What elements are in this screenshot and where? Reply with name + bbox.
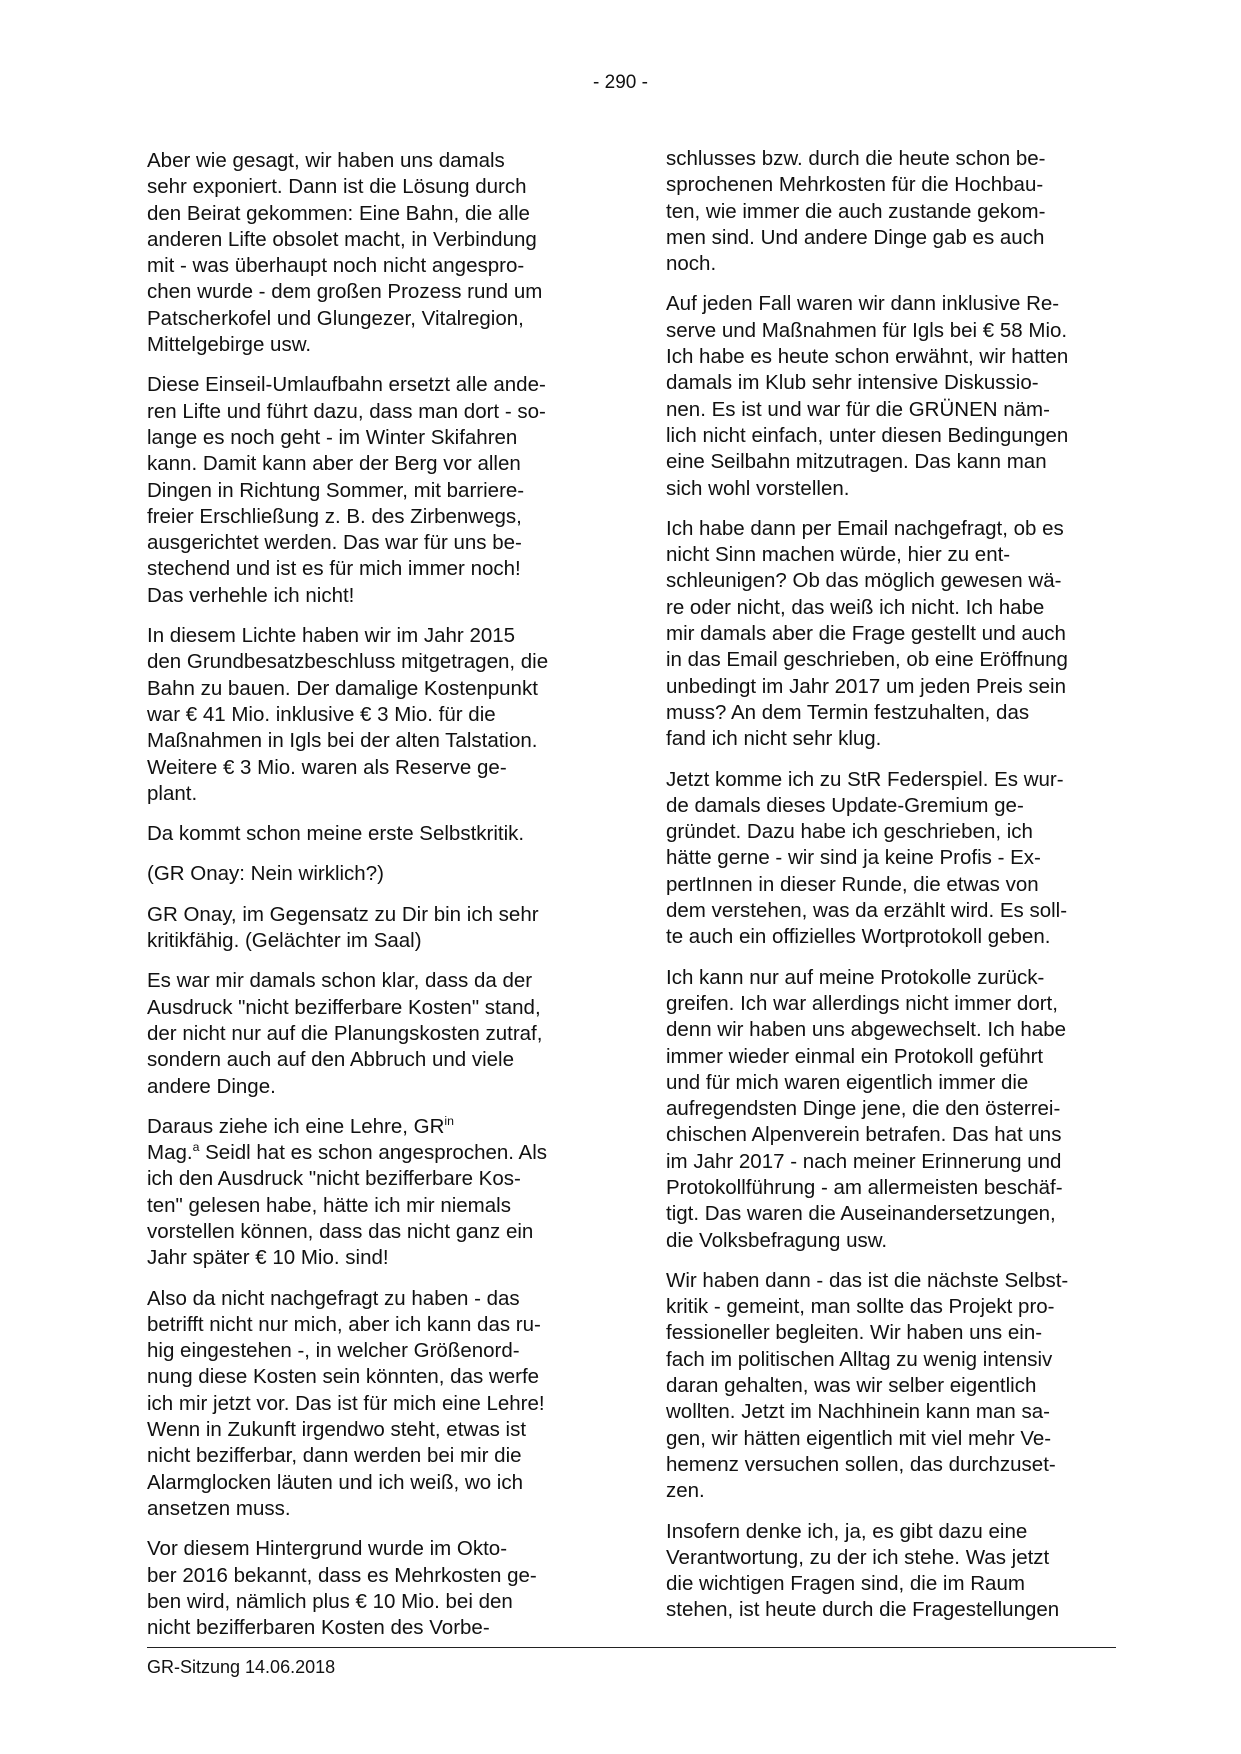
- paragraph: Vor diesem Hintergrund wurde im Okto- ber 2016 bekannt, dass es Mehrkosten ge- ben wird, nämlich plus € 10 Mio. bei den nicht bezifferbaren Kosten des Vorbe-: [147, 1537, 537, 1640]
- title-superscript: a: [192, 1140, 200, 1155]
- paragraph: Da kommt schon meine erste Selbstkritik.: [147, 822, 525, 846]
- paragraph: Ich habe dann per Email nachgefragt, ob es nicht Sinn machen würde, hier zu ent- schleunigen? Ob das möglich gewesen wä- re oder nicht, das weiß ich nicht. Ich habe mir damals aber die Frage gestellt und auch in das Email geschrieben, ob eine Eröffnung unbedingt im Jahr 2017 um jeden Preis sein muss? An dem Termin festzuhalten, das fand ich nicht sehr klug.: [666, 516, 1068, 751]
- paragraph: Jetzt komme ich zu StR Federspiel. Es wur- de damals dieses Update-Gremium ge- gründet. Dazu habe ich geschrieben, ich hätte gerne - wir sind ja keine Profis - Ex- pertInnen in dieser Runde, die etwas von dem verstehen, was da erzählt wird. Es soll- te auch ein offizielles Wortprotokoll geben.: [666, 767, 1068, 949]
- page-number: - 290 -: [593, 72, 648, 93]
- right-column: [666, 146, 1116, 1638]
- title-superscript: in: [444, 1113, 454, 1128]
- paragraph: Insofern denke ich, ja, es gibt dazu eine Verantwortung, zu der ich stehe. Was jetzt die wichtigen Fragen sind, die im Raum stehen, ist heute durch die Fragestellungen: [666, 1519, 1060, 1622]
- paragraph: Diese Einseil-Umlaufbahn ersetzt alle ande- ren Lifte und führt dazu, dass man dort - so- lange es noch geht - im Winter Skifahren kann. Damit kann aber der Berg vor allen Dingen in Richtung Sommer, mit barriere- freier Erschließung z. B. des Zirbenwegs, ausgerichtet werden. Das war für uns be- stechend und ist es für mich immer noch! Das verhehle ich nicht!: [147, 373, 546, 607]
- paragraph: schlusses bzw. durch die heute schon be- sprochenen Mehrkosten für die Hochbau- ten, wie immer die auch zustande gekom- men sind. Und andere Dinge gab es auch noch.: [666, 147, 1046, 276]
- paragraph-with-titles: [147, 1114, 597, 1272]
- paragraph: In diesem Lichte haben wir im Jahr 2015 den Grundbesatzbeschluss mitgetragen, die Bahn zu bauen. Der damalige Kostenpunkt war € 41 Mio. inklusive € 3 Mio. für die Maßnahmen in Igls bei der alten Talstation. Weitere € 3 Mio. waren als Reserve ge- plant.: [147, 624, 549, 805]
- text-run: Seidl hat es schon angesprochen. Als ich den Ausdruck "nicht bezifferbare Kos- ten" gelesen habe, hätte ich mir niemals vorstellen können, dass das nicht ganz ein Jahr später € 10 Mio. sind!: [147, 1141, 548, 1270]
- paragraph: (GR Onay: Nein wirklich?): [147, 862, 384, 886]
- left-column: [147, 148, 597, 1655]
- paragraph: Auf jeden Fall waren wir dann inklusive Re- serve und Maßnahmen für Igls bei € 58 Mio. Ich habe es heute schon erwähnt, wir hatten damals im Klub sehr intensive Diskussio- nen. Es ist und war für die GRÜNEN näm- lich nicht einfach, unter diesen Bedingungen eine Seilbahn mitzutragen. Das kann man sich wohl vorstellen.: [666, 292, 1069, 500]
- footer-divider: [147, 1647, 1116, 1648]
- paragraph: Es war mir damals schon klar, dass da der Ausdruck "nicht bezifferbare Kosten" stand, der nicht nur auf die Planungskosten zutraf, sondern auch auf den Abbruch und viele andere Dinge.: [147, 969, 543, 1098]
- text-run: Daraus ziehe ich eine Lehre, GR: [147, 1114, 445, 1138]
- footer-session-date: GR-Sitzung 14.06.2018: [147, 1657, 336, 1677]
- paragraph: Aber wie gesagt, wir haben uns damals sehr exponiert. Dann ist die Lösung durch den Beirat gekommen: Eine Bahn, die alle anderen Lifte obsolet macht, in Verbindung mit - was überhaupt noch nicht angespro- chen wurde - dem großen Prozess rund um Patscherkofel und Glungezer, Vitalregion, Mittelgebirge usw.: [147, 149, 543, 357]
- text-run: Mag.: [147, 1141, 193, 1165]
- paragraph: Also da nicht nachgefragt zu haben - das betrifft nicht nur mich, aber ich kann das ru- hig eingestehen -, in welcher Größenord- nung diese Kosten sein könnten, das werfe ich mir jetzt vor. Das ist für mich eine Lehre! Wenn in Zukunft irgendwo steht, etwas ist nicht bezifferbar, dann werden bei mir die Alarmglocken läuten und ich weiß, wo ich ansetzen muss.: [147, 1286, 545, 1520]
- paragraph: GR Onay, im Gegensatz zu Dir bin ich sehr kritikfähig. (Gelächter im Saal): [147, 902, 539, 953]
- paragraph: Ich kann nur auf meine Protokolle zurück- greifen. Ich war allerdings nicht immer dort, denn wir haben uns abgewechselt. Ich habe immer wieder einmal ein Protokoll geführt und für mich waren eigentlich immer die aufregendsten Dinge jene, die den österrei- chischen Alpenverein betrafen. Das hat uns im Jahr 2017 - nach meiner Erinnerung und Protokollführung - am allermeisten beschäf- tigt. Das waren die Auseinandersetzungen, die Volksbefragung usw.: [666, 965, 1067, 1252]
- paragraph: Wir haben dann - das ist die nächste Selbst- kritik - gemeint, man sollte das Projekt pro- fessioneller begleiten. Wir haben uns ein- fach im politischen Alltag zu wenig intensiv daran gehalten, was wir selber eigentlich wollten. Jetzt im Nachhinein kann man sa- gen, wir hätten eigentlich mit viel mehr Ve- hemenz versuchen sollen, das durchzuset- zen.: [666, 1268, 1069, 1503]
